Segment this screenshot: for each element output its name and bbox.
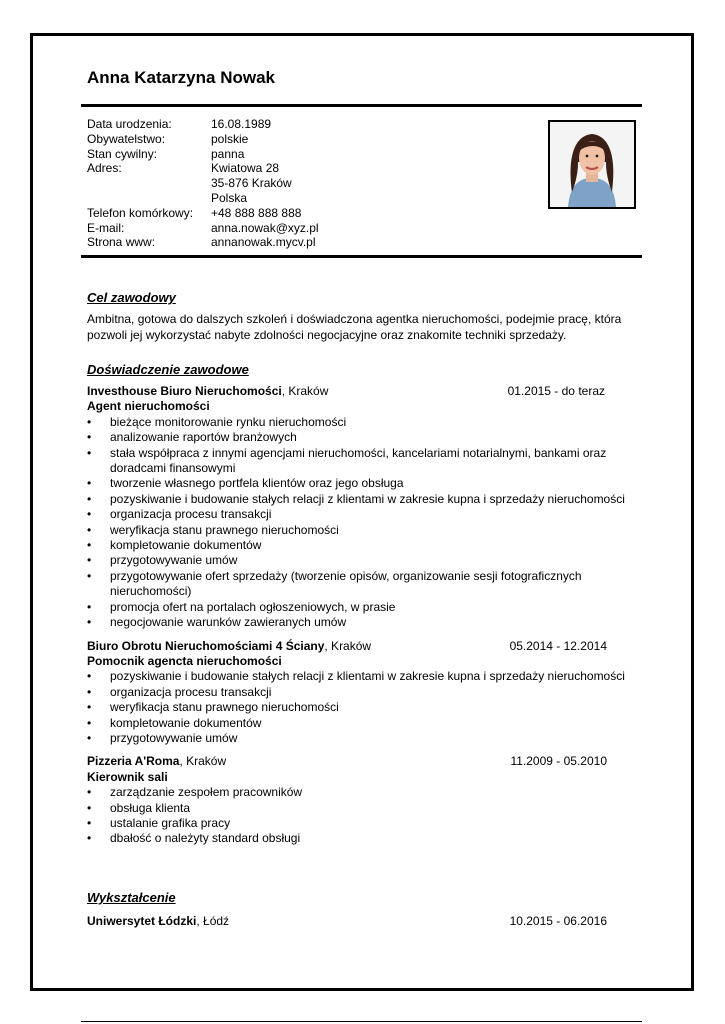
duty-item: • analizowanie raportów branżowych (87, 430, 627, 445)
experience-section (87, 362, 627, 847)
job-role: Agent nieruchomości (87, 399, 210, 414)
experience-title: Doświadczenie zawodowe (87, 362, 249, 377)
education-school: Uniwersytet Łódzki (87, 914, 197, 928)
personal-info (87, 117, 319, 250)
duty-item: • kompletowanie dokumentów (87, 538, 627, 553)
duty-item: • obsługa klienta (87, 801, 627, 816)
info-value: 16.08.1989 (211, 117, 272, 131)
education-school-line (87, 914, 229, 929)
info-value: Kwiatowa 28 (211, 161, 280, 176)
info-label: Telefon komórkowy: (87, 205, 194, 220)
job-entry (87, 754, 627, 846)
job-header (87, 384, 627, 399)
duty-item: • dbałość o należyty standard obsługi (87, 831, 627, 846)
experience-list (87, 384, 627, 847)
duty-item: • weryfikacja stanu prawnego nieruchomości (87, 523, 627, 538)
info-row (87, 147, 319, 162)
duty-item: • stała współpraca z innymi agencjami nieruchomości, kancelariami notarialnymi, bankami oraz doradcami finansowymi (87, 446, 627, 477)
info-row (87, 235, 319, 250)
job-city: , Kraków (281, 384, 329, 398)
objective-text: Ambitna, gotowa do dalszych szkoleń i doświadczona agentka nieruchomości, podejmie pracę, która pozwoli jej wykorzystać nabyte zdolności negocjacyjne oraz znakomite techniki sprzedaży. (87, 312, 622, 342)
objective-section (87, 290, 627, 343)
job-city: , Kraków (324, 638, 372, 653)
duty-item: • pozyskiwanie i budowanie stałych relacji z klientami w zakresie kupna i sprzedaży nieruchomości (87, 492, 627, 507)
job-company-line (87, 384, 328, 399)
job-city: , Kraków (179, 754, 227, 769)
education-title: Wykształcenie (87, 890, 176, 905)
job-company-line (87, 639, 371, 654)
duty-item: • promocja ofert na portalach ogłoszeniowych, w prasie (87, 600, 627, 615)
portrait-image (550, 122, 634, 207)
job-role: Pomocnik agencta nieruchomości (87, 653, 282, 668)
duty-item: • weryfikacja stanu prawnego nieruchomości (87, 700, 627, 715)
job-header (87, 639, 627, 654)
info-label (87, 176, 211, 191)
info-row (87, 206, 319, 221)
job-company-line (87, 754, 226, 769)
info-value: 35-876 Kraków (211, 176, 292, 191)
duty-item: • organizacja procesu transakcji (87, 685, 627, 700)
info-value: anna.nowak@xyz.pl (211, 220, 319, 235)
info-label: E-mail: (87, 220, 125, 235)
spacer (87, 631, 627, 639)
info-label: Strona www: (87, 235, 156, 250)
job-dates: 05.2014 - 12.2014 (509, 638, 607, 653)
info-label: Obywatelstwo: (87, 131, 166, 146)
duty-item: • bieżące monitorowanie rynku nieruchomości (87, 415, 627, 430)
duty-item: • organizacja procesu transakcji (87, 507, 627, 522)
education-city: , Łódź (196, 914, 230, 928)
job-company: Pizzeria A'Roma (87, 754, 180, 769)
divider-middle (81, 255, 642, 258)
info-label: Stan cywilny: (87, 146, 158, 161)
duty-list (87, 669, 627, 746)
job-role: Kierownik sali (87, 769, 168, 784)
duty-item: • przygotowywanie umów (87, 731, 627, 746)
info-value: annanowak.mycv.pl (211, 235, 316, 250)
job-dates: 11.2009 - 05.2010 (510, 754, 607, 769)
objective-title: Cel zawodowy (87, 290, 176, 305)
duty-item: • kompletowanie dokumentów (87, 716, 627, 731)
duty-item: • negocjowanie warunków zawieranych umów (87, 615, 627, 630)
divider-bottom (81, 1021, 642, 1022)
duty-item: • zarządzanie zespołem pracowników (87, 785, 627, 800)
info-row (87, 191, 319, 206)
info-value: panna (211, 146, 245, 161)
job-company: Investhouse Biuro Nieruchomości (87, 384, 282, 398)
duty-list (87, 785, 627, 847)
info-label (87, 191, 211, 206)
education-list (87, 914, 627, 929)
duty-item: • tworzenie własnego portfela klientów oraz jego obsługa (87, 476, 627, 491)
education-entry (87, 914, 627, 929)
info-label: Data urodzenia: (87, 117, 172, 131)
divider-top (81, 104, 642, 107)
spacer (87, 746, 627, 754)
info-row (87, 221, 319, 236)
duty-list (87, 415, 627, 631)
duty-item: • przygotowywanie umów (87, 553, 627, 568)
education-section (87, 890, 627, 929)
duty-item: • pozyskiwanie i budowanie stałych relacji z klientami w zakresie kupna i sprzedaży nieruchomości (87, 669, 627, 684)
candidate-name: Anna Katarzyna Nowak (87, 68, 275, 87)
duty-item: • przygotowywanie ofert sprzedaży (tworzenie opisów, organizowanie sesji fotograficznych nieruchomości) (87, 569, 627, 600)
job-header (87, 754, 627, 769)
info-label: Adres: (87, 161, 122, 176)
education-dates: 10.2015 - 06.2016 (509, 914, 607, 928)
job-entry (87, 384, 627, 631)
job-dates: 01.2015 - do teraz (507, 384, 605, 398)
info-value: +48 888 888 888 (211, 205, 302, 220)
job-company: Biuro Obrotu Nieruchomościami 4 Ściany (87, 638, 325, 653)
info-row (87, 161, 319, 176)
info-row (87, 117, 319, 132)
info-row (87, 132, 319, 147)
duty-item: • ustalanie grafika pracy (87, 816, 627, 831)
info-value: Polska (211, 190, 248, 205)
info-value: polskie (211, 131, 249, 146)
info-row (87, 176, 319, 191)
job-entry (87, 639, 627, 747)
profile-photo (548, 120, 636, 209)
